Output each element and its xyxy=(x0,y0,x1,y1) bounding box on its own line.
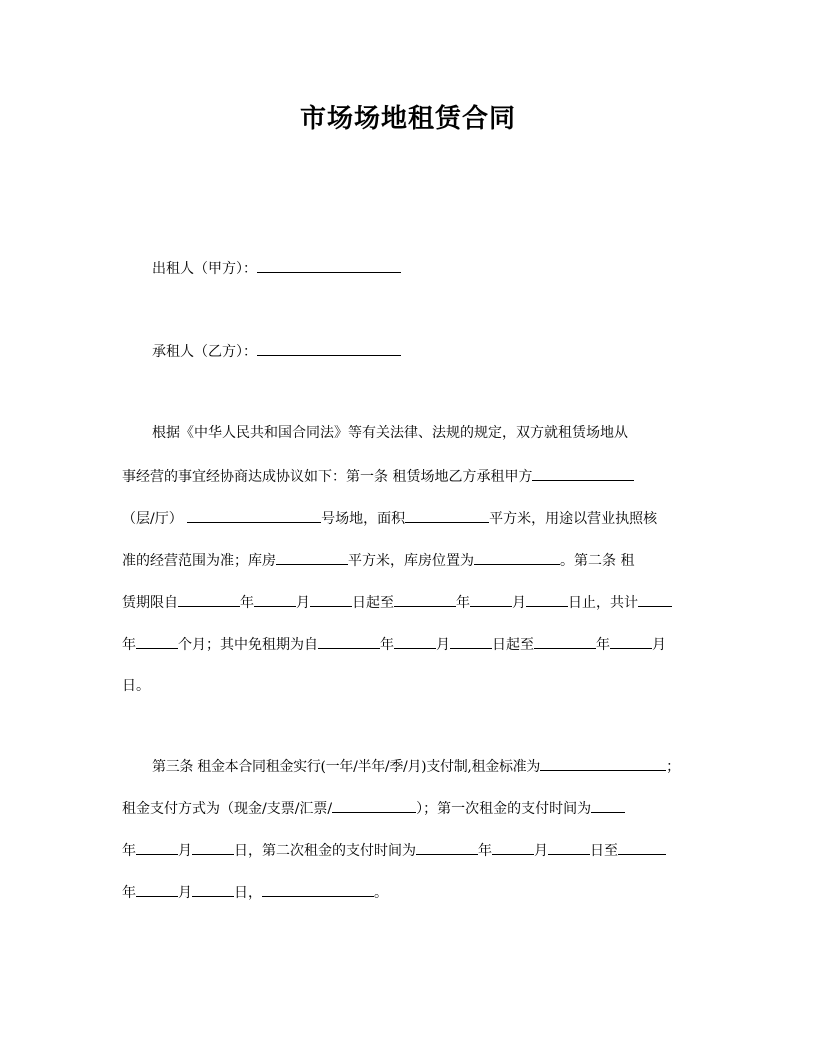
p1-line-6 xyxy=(122,634,666,655)
p1-text: 赁期限自 xyxy=(122,595,178,611)
second-payment-day-blank[interactable] xyxy=(548,840,590,855)
site-number-blank[interactable] xyxy=(187,508,321,523)
first-payment-year-blank[interactable] xyxy=(591,798,625,813)
lessee-blank[interactable] xyxy=(257,341,401,356)
term-end-month-blank[interactable] xyxy=(470,592,512,607)
p2-text: 月 xyxy=(178,843,192,859)
p1-text: 号场地，面积 xyxy=(321,511,406,527)
p2-text: 年 xyxy=(122,843,136,859)
p1-line-3 xyxy=(122,508,657,529)
term-end-year-blank[interactable] xyxy=(394,592,456,607)
second-payment-end-month-blank[interactable] xyxy=(136,882,178,897)
p1-text: 年 xyxy=(240,595,254,611)
p2-text: 年 xyxy=(478,843,492,859)
p1-text: 月 xyxy=(296,595,310,611)
p1-line-2 xyxy=(122,466,634,487)
p1-text: 。第二条 租 xyxy=(560,553,635,569)
p1-text: 年 xyxy=(122,637,136,653)
p2-line-2 xyxy=(122,798,625,819)
p2-line-4 xyxy=(122,882,388,903)
document-title: 市场场地租赁合同 xyxy=(299,104,516,134)
free-start-year-blank[interactable] xyxy=(318,634,380,649)
p1-text: 日起至 xyxy=(352,595,394,611)
term-start-day-blank[interactable] xyxy=(310,592,352,607)
second-payment-end-day-blank[interactable] xyxy=(192,882,234,897)
p1-text: 日起至 xyxy=(492,637,534,653)
p1-text: 月 xyxy=(652,637,666,653)
p1-text: 平方米，库房位置为 xyxy=(348,553,474,569)
free-end-year-blank[interactable] xyxy=(534,634,596,649)
first-payment-month-blank[interactable] xyxy=(136,840,178,855)
area-blank[interactable] xyxy=(405,508,489,523)
p2-text: ； xyxy=(666,759,680,775)
free-start-month-blank[interactable] xyxy=(394,634,436,649)
p2-text: 。 xyxy=(374,885,388,901)
final-blank[interactable] xyxy=(262,882,374,897)
rent-standard-blank[interactable] xyxy=(540,756,666,771)
payment-other-blank[interactable] xyxy=(332,798,416,813)
storage-area-blank[interactable] xyxy=(276,550,348,565)
p1-line-7 xyxy=(122,676,150,696)
p2-line-3 xyxy=(122,840,666,861)
p2-text: 租金支付方式为（现金/支票/汇票/ xyxy=(122,801,333,817)
p1-text: 日。 xyxy=(122,678,150,694)
free-end-month-blank[interactable] xyxy=(610,634,652,649)
p2-text: 日， xyxy=(234,885,262,901)
p1-text: 年 xyxy=(380,637,394,653)
floor-blank[interactable] xyxy=(532,466,634,481)
total-years-blank[interactable] xyxy=(638,592,672,607)
lessor-label: 出租人（甲方）： xyxy=(152,261,257,277)
lessor-blank[interactable] xyxy=(257,258,401,273)
p2-text: 日，第二次租金的支付时间为 xyxy=(234,843,416,859)
second-payment-month-blank[interactable] xyxy=(492,840,534,855)
p1-line-5 xyxy=(122,592,672,613)
lessee-line xyxy=(152,341,401,362)
term-end-day-blank[interactable] xyxy=(526,592,568,607)
lessor-line xyxy=(152,258,401,279)
storage-location-blank[interactable] xyxy=(474,550,560,565)
lessee-label: 承租人（乙方）： xyxy=(152,344,257,360)
p1-line-4 xyxy=(122,550,634,571)
second-payment-year-blank[interactable] xyxy=(416,840,478,855)
p2-text: ）；第一次租金的支付时间为 xyxy=(416,801,592,817)
p1-text: 日止，共计 xyxy=(568,595,638,611)
total-months-blank[interactable] xyxy=(136,634,178,649)
term-start-year-blank[interactable] xyxy=(178,592,240,607)
p2-line-1 xyxy=(152,756,680,777)
p1-text: 个月；其中免租期为自 xyxy=(178,637,318,653)
p1-text: 根据《中华人民共和国合同法》等有关法律、法规的规定，双方就租赁场地从 xyxy=(152,425,628,441)
free-start-day-blank[interactable] xyxy=(450,634,492,649)
p2-text: 日至 xyxy=(590,843,618,859)
first-payment-day-blank[interactable] xyxy=(192,840,234,855)
p1-text: 平方米，用途以营业执照核 xyxy=(489,511,658,527)
p2-text: 第三条 租金本合同租金实行(一年/半年/季/月)支付制,租金标准为 xyxy=(152,759,541,775)
p1-text: 年 xyxy=(596,637,610,653)
p1-text: 月 xyxy=(512,595,526,611)
p1-text: 准的经营范围为准；库房 xyxy=(122,553,276,569)
term-start-month-blank[interactable] xyxy=(254,592,296,607)
p1-text: 月 xyxy=(436,637,450,653)
p1-text: 事经营的事宜经协商达成协议如下：第一条 租赁场地乙方承租甲方 xyxy=(122,469,533,485)
second-payment-end-year-blank[interactable] xyxy=(618,840,666,855)
p2-text: 月 xyxy=(534,843,548,859)
p1-text: （层/厅） xyxy=(122,511,183,527)
p2-text: 年 xyxy=(122,885,136,901)
p1-text: 年 xyxy=(456,595,470,611)
p2-text: 月 xyxy=(178,885,192,901)
p1-line-1 xyxy=(152,423,628,443)
